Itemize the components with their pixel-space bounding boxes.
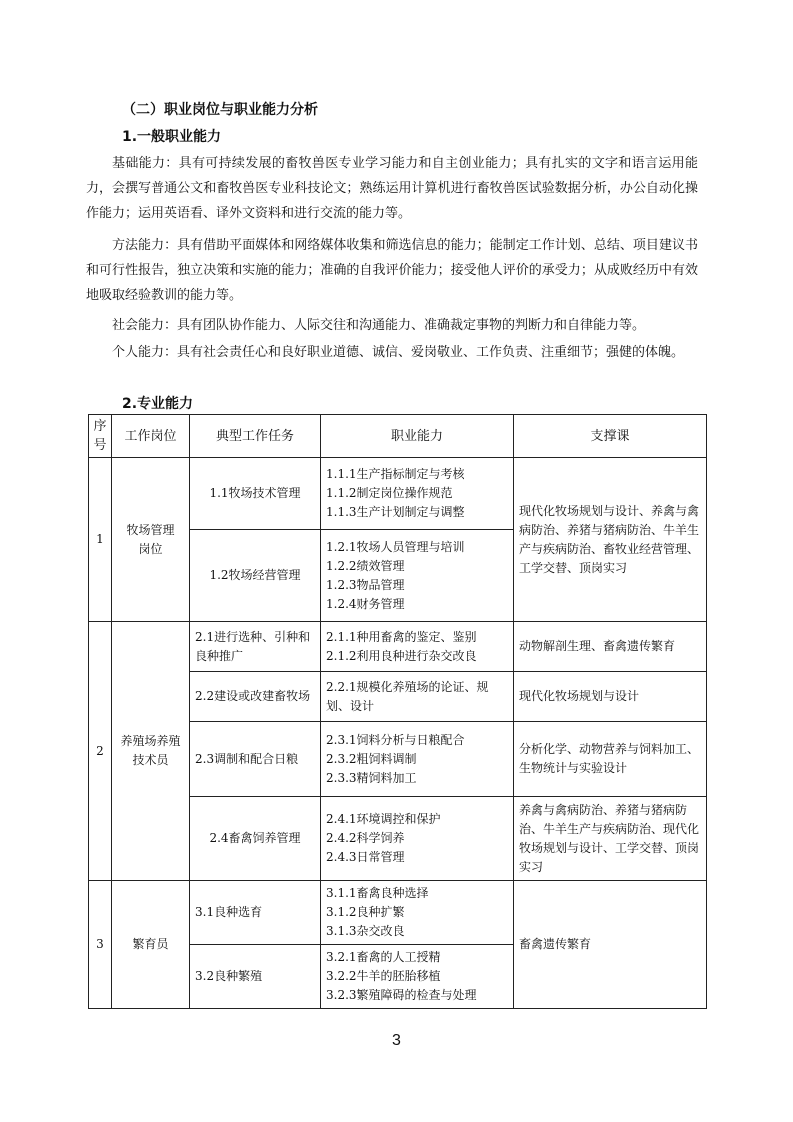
header-post: 工作岗位 [112, 415, 190, 458]
ability-item: 1.1.3生产计划制定与调整 [326, 505, 465, 519]
table-header-row [89, 415, 707, 458]
ability-item: 2.3.3精饲料加工 [326, 770, 417, 785]
support-course: 畜禽遗传繁育 [514, 881, 707, 1009]
header-course: 支撑课 [514, 415, 707, 458]
ability-item: 2.4.3日常管理 [326, 850, 405, 864]
ability-cell [321, 881, 514, 945]
work-task: 2.4畜禽饲养管理 [190, 797, 321, 881]
ability-item: 2.4.1环境调控和保护 [326, 812, 441, 826]
work-task: 1.2牧场经营管理 [190, 530, 321, 622]
ability-item: 1.2.1牧场人员管理与培训 [326, 539, 465, 554]
ability-item: 1.2.3物品管理 [326, 577, 405, 592]
header-task: 典型工作任务 [190, 415, 321, 458]
work-task: 2.2建设或改建畜牧场 [190, 672, 321, 722]
work-post: 繁育员 [112, 881, 190, 1009]
support-course: 养禽与禽病防治、养猪与猪病防治、牛羊生产与疾病防治、现代化牧场规划与设计、工学交替、顶岗实习 [514, 797, 707, 881]
ability-cell [321, 797, 514, 881]
work-task: 3.1良种选育 [190, 881, 321, 945]
work-task: 2.1进行选种、引种和良种推广 [190, 622, 321, 672]
ability-item: 1.2.4财务管理 [326, 596, 405, 611]
subsection-title-general: 1.一般职业能力 [122, 129, 222, 145]
work-task: 3.2良种繁殖 [190, 945, 321, 1009]
work-task: 1.1牧场技术管理 [190, 458, 321, 530]
support-course: 分析化学、动物营养与饲料加工、生物统计与实验设计 [514, 722, 707, 797]
ability-item: 1.1.1生产指标制定与考核 [326, 467, 465, 481]
ability-item: 2.3.2粗饲料调制 [326, 751, 417, 766]
row-no: 3 [89, 881, 112, 1009]
work-task: 2.3调制和配合日粮 [190, 722, 321, 797]
professional-ability-table [88, 414, 707, 1009]
table-row [89, 881, 707, 945]
ability-item: 1.2.2绩效管理 [326, 558, 405, 573]
paragraph-basic-ability: 基础能力：具有可持续发展的畜牧兽医专业学习能力和自主创业能力；具有扎实的文字和语言运用能力，会撰写普通公文和畜牧兽医专业科技论文；熟练运用计算机进行畜牧兽医试验数据分析，办公自动化操作能力；运用英语看、译外文资料和进行交流的能力等。 [86, 156, 698, 221]
ability-item: 3.2.3繁殖障碍的检查与处理 [326, 988, 477, 1002]
ability-item: 3.2.1畜禽的人工授精 [326, 950, 441, 964]
support-course: 现代化牧场规划与设计 [514, 672, 707, 722]
paragraph-personal-ability: 个人能力：具有社会责任心和良好职业道德、诚信、爱岗敬业、工作负责、注重细节；强健的体魄。 [112, 345, 685, 360]
header-no: 序号 [89, 415, 112, 458]
subsection-title-professional: 2.专业能力 [122, 396, 194, 412]
section-title: （二）职业岗位与职业能力分析 [122, 102, 318, 118]
support-course: 现代化牧场规划与设计、养禽与禽病防治、养猪与猪病防治、牛羊生产与疾病防治、畜牧业经营管理、工学交替、顶岗实习 [514, 458, 707, 622]
ability-cell [321, 530, 514, 622]
ability-cell [321, 672, 514, 722]
table-row [89, 622, 707, 672]
ability-cell [321, 458, 514, 530]
support-course: 动物解剖生理、畜禽遗传繁育 [514, 622, 707, 672]
ability-item: 3.1.3杂交改良 [326, 924, 405, 938]
ability-item: 2.4.2科学饲养 [326, 831, 405, 845]
ability-item: 2.1.2利用良种进行杂交改良 [326, 648, 477, 663]
ability-item: 3.1.2良种扩繁 [326, 905, 405, 919]
row-no: 1 [89, 458, 112, 622]
paragraph-method-ability: 方法能力：具有借助平面媒体和网络媒体收集和筛选信息的能力；能制定工作计划、总结、项目建议书和可行性报告，独立决策和实施的能力；准确的自我评价能力；接受他人评价的承受力；从成败经历中有效地吸取经验教训的能力等。 [86, 238, 698, 303]
ability-cell [321, 722, 514, 797]
ability-item: 2.3.1饲料分析与日粮配合 [326, 732, 465, 747]
ability-item: 3.1.1畜禽良种选择 [326, 886, 429, 900]
ability-cell [321, 622, 514, 672]
row-no: 2 [89, 622, 112, 881]
work-post: 养殖场养殖技术员 [112, 622, 190, 881]
work-post: 牧场管理岗位 [112, 458, 190, 622]
header-ability: 职业能力 [321, 415, 514, 458]
page-number: 3 [392, 1032, 401, 1049]
ability-item: 2.1.1种用畜禽的鉴定、鉴别 [326, 629, 477, 644]
ability-item: 2.2.1规模化养殖场的论证、规划、设计 [326, 679, 489, 713]
ability-cell [321, 945, 514, 1009]
ability-item: 3.2.2牛羊的胚胎移植 [326, 969, 441, 983]
ability-item: 1.1.2制定岗位操作规范 [326, 486, 453, 500]
paragraph-social-ability: 社会能力：具有团队协作能力、人际交往和沟通能力、准确裁定事物的判断力和自律能力等。 [112, 318, 646, 333]
table-row [89, 458, 707, 530]
